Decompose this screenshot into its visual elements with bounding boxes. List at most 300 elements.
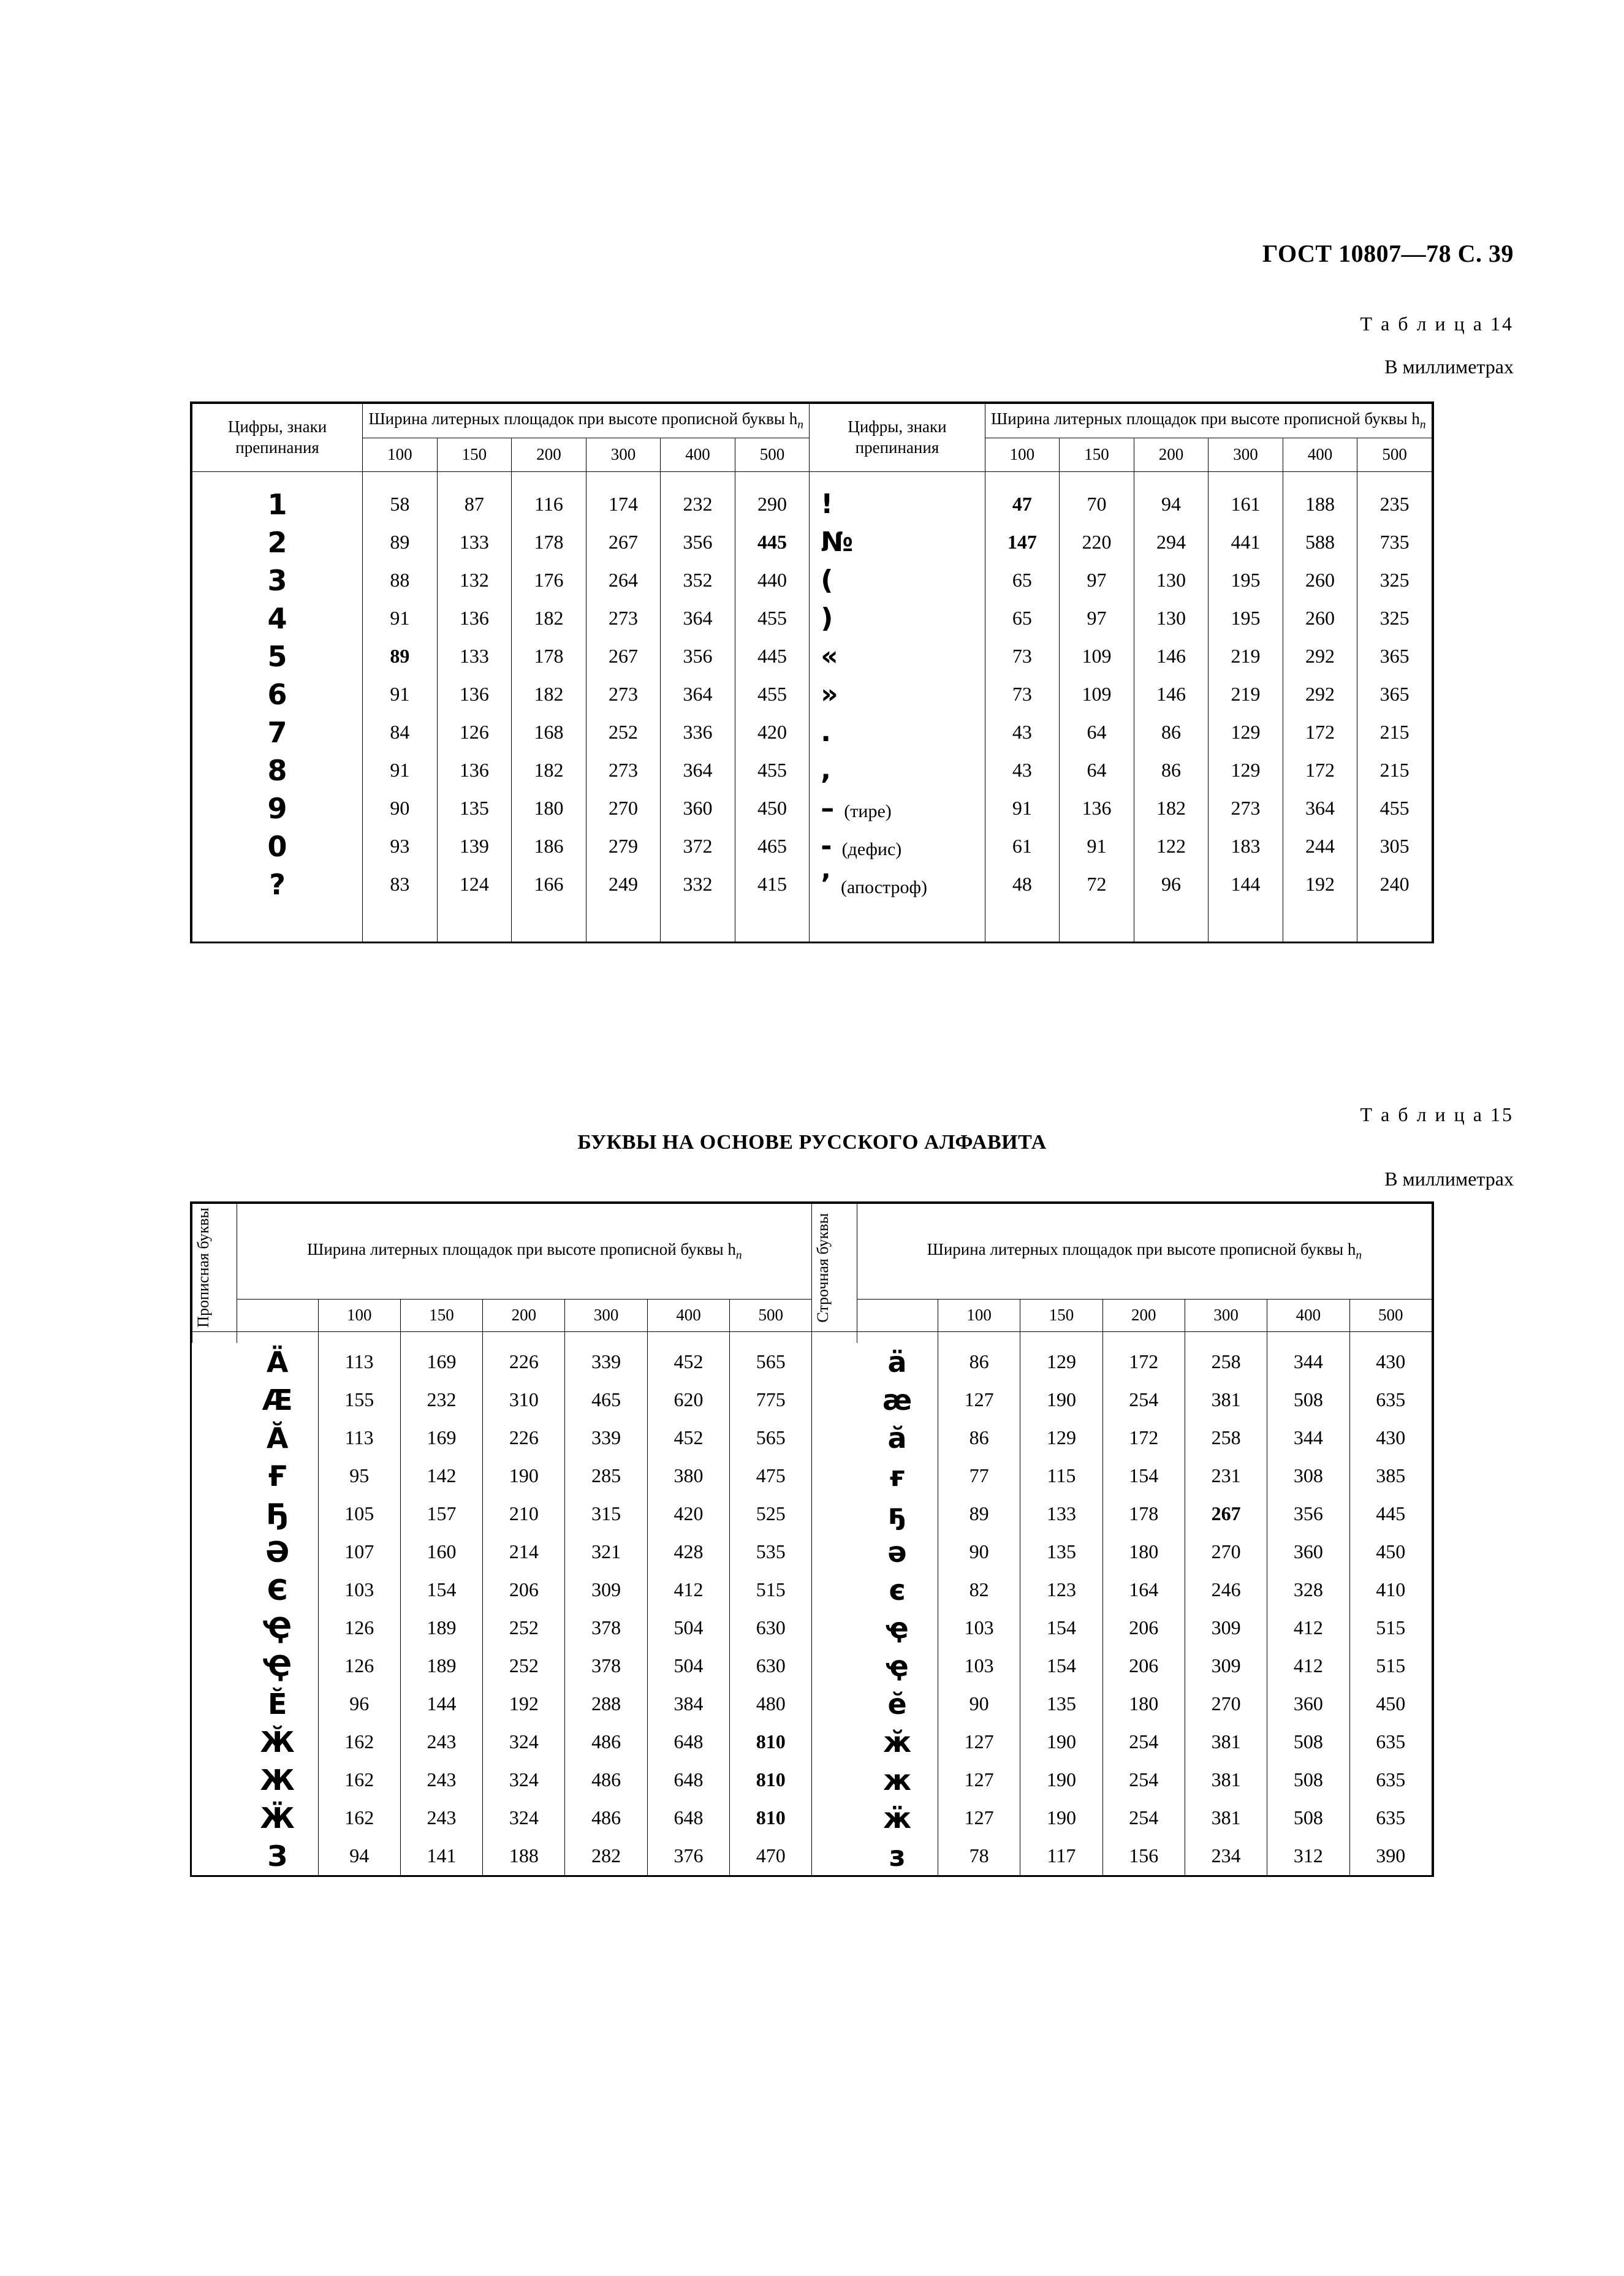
table14: [192, 403, 1432, 942]
table15-units: В миллиметрах: [1384, 1168, 1514, 1190]
table15-left-value: 189: [400, 1609, 482, 1647]
table-row: [192, 1343, 1432, 1381]
table-row: [192, 1533, 1432, 1571]
table14-left-symbol: 6: [192, 676, 363, 714]
table15-left-value: 470: [730, 1837, 812, 1875]
table14-right-value: 129: [1209, 752, 1283, 790]
table14-left-value: 264: [586, 561, 661, 599]
table15-left-value: 105: [318, 1495, 400, 1533]
table15-right-value: 127: [938, 1381, 1020, 1419]
table15-right-value: 231: [1185, 1457, 1267, 1495]
table15-left-value: 384: [647, 1685, 729, 1723]
table15-right-vertical-filler: [812, 1571, 857, 1609]
table14-right-group-header-label: Ширина литерных площадок при высоте прописной буквы h: [991, 409, 1420, 428]
table15-left-vertical-filler: [192, 1343, 237, 1381]
table15-right-value: 270: [1185, 1533, 1267, 1571]
table14-left-value: 126: [437, 714, 512, 752]
table14-left-value: 336: [661, 714, 735, 752]
table15-right-value: 254: [1102, 1723, 1185, 1761]
table15-right-symbol: ҕ: [857, 1495, 938, 1533]
table-row: [192, 752, 1432, 790]
table15-left-value: 155: [318, 1381, 400, 1419]
table15-left-value: 95: [318, 1457, 400, 1495]
table14-left-value: 168: [512, 714, 586, 752]
table15-size-col-100-left: 100: [318, 1299, 400, 1331]
table14-left-value: 450: [735, 790, 810, 828]
table15-right-value: 180: [1102, 1685, 1185, 1723]
table14-right-value: [1209, 904, 1283, 942]
table14-left-value: 279: [586, 828, 661, 866]
table14-left-value: 360: [661, 790, 735, 828]
table15-size-col-200-right: 200: [1102, 1299, 1185, 1331]
table15-right-symbol: з: [857, 1837, 938, 1875]
table14-left-value: 267: [586, 638, 661, 676]
table14-left-value: 364: [661, 752, 735, 790]
table14-left-value: 93: [363, 828, 438, 866]
table14-spacer-cell: [735, 471, 810, 485]
table15-left-vertical-filler: [192, 1571, 237, 1609]
table-row: [192, 1495, 1432, 1533]
table15-left-vertical-header: [192, 1204, 237, 1332]
table14-right-value: 43: [985, 714, 1060, 752]
table15-right-label-spacer: [857, 1299, 938, 1331]
table-row: [192, 523, 1432, 561]
table15-right-symbol: ж: [857, 1761, 938, 1799]
table14-right-value: 735: [1357, 523, 1432, 561]
table15-left-value: 486: [565, 1799, 647, 1837]
table14-head: [192, 404, 1432, 472]
table15-right-symbol: ӓ: [857, 1343, 938, 1381]
table15-left-value: 525: [730, 1495, 812, 1533]
table14-size-col-100-left: 100: [363, 438, 438, 471]
table15-spacer-cell: [812, 1331, 857, 1343]
table15-left-value: 126: [318, 1609, 400, 1647]
table15-right-value: 154: [1020, 1609, 1102, 1647]
table14-right-value: [1060, 904, 1134, 942]
table15-right-vertical-filler: [812, 1495, 857, 1533]
table14-right-value: 244: [1283, 828, 1357, 866]
table14-left-value: 270: [586, 790, 661, 828]
table15-right-value: 450: [1349, 1685, 1432, 1723]
table15-right-value: 309: [1185, 1609, 1267, 1647]
table-row: [192, 1609, 1432, 1647]
table-row: [192, 638, 1432, 676]
table15-right-value: 385: [1349, 1457, 1432, 1495]
table15-right-value: 254: [1102, 1381, 1185, 1419]
table15-right-value: 246: [1185, 1571, 1267, 1609]
table14-left-group-header-sub: п: [797, 418, 803, 432]
table15-left-value: 565: [730, 1419, 812, 1457]
table14-right-value: 144: [1209, 866, 1283, 904]
table15-size-col-500-right: 500: [1349, 1299, 1432, 1331]
table-row: [192, 904, 1432, 942]
table15-spacer-cell: [1349, 1331, 1432, 1343]
table14-left-value: [735, 904, 810, 942]
table14-left-value: 273: [586, 676, 661, 714]
table14-left-symbol: ?: [192, 866, 363, 904]
table15-left-value: 189: [400, 1647, 482, 1685]
table14-right-value: 215: [1357, 752, 1432, 790]
table15-left-value: 142: [400, 1457, 482, 1495]
table15-right-symbol: ӝ: [857, 1799, 938, 1837]
table14-left-value: 124: [437, 866, 512, 904]
table14-right-symbol: »: [810, 676, 985, 714]
table14-left-value: 290: [735, 485, 810, 523]
table15-right-vertical-header: [812, 1204, 857, 1332]
table14-right-value: 94: [1134, 485, 1209, 523]
table14-left-value: 91: [363, 599, 438, 638]
table15-left-value: 285: [565, 1457, 647, 1495]
table15-right-value: 90: [938, 1533, 1020, 1571]
table15-spacer-cell: [318, 1331, 400, 1343]
table15-right-value: 381: [1185, 1761, 1267, 1799]
table15-left-symbol: Ҕ: [237, 1495, 318, 1533]
table14-left-value: 136: [437, 752, 512, 790]
table14-left-value: 356: [661, 523, 735, 561]
table15-right-value: 129: [1020, 1343, 1102, 1381]
table14-right-row-header: [810, 404, 985, 472]
table15-left-value: 162: [318, 1799, 400, 1837]
table14-left-value: 186: [512, 828, 586, 866]
table15-right-symbol: ә: [857, 1533, 938, 1571]
table14-left-value: 132: [437, 561, 512, 599]
table14-right-group-header: [985, 404, 1432, 438]
table14-left-symbol: 2: [192, 523, 363, 561]
table15-spacer-cell: [1102, 1331, 1185, 1343]
table14-left-value: 455: [735, 752, 810, 790]
table14-right-value: 260: [1283, 561, 1357, 599]
table15-spacer-cell: [565, 1331, 647, 1343]
table14-left-value: 87: [437, 485, 512, 523]
table14-left-value: [661, 904, 735, 942]
table15-left-value: 321: [565, 1533, 647, 1571]
table14-left-value: 440: [735, 561, 810, 599]
table14-left-value: 182: [512, 676, 586, 714]
table14-left-symbol: 3: [192, 561, 363, 599]
table15-left-value: 324: [483, 1799, 565, 1837]
table15-left-value: 504: [647, 1647, 729, 1685]
table14-left-value: [512, 904, 586, 942]
table14-right-value: 292: [1283, 638, 1357, 676]
table14-right-value: 96: [1134, 866, 1209, 904]
table-row: [192, 561, 1432, 599]
table15-right-value: 515: [1349, 1609, 1432, 1647]
table15-right-value: 635: [1349, 1761, 1432, 1799]
table14-right-value: 91: [985, 790, 1060, 828]
table15-size-col-100-right: 100: [938, 1299, 1020, 1331]
table15-right-value: 267: [1185, 1495, 1267, 1533]
table14-right-value: 136: [1060, 790, 1134, 828]
table14-left-value: 273: [586, 752, 661, 790]
table15-right-vertical-filler: [812, 1685, 857, 1723]
table14-right-value: 146: [1134, 638, 1209, 676]
table14-left-value: 420: [735, 714, 810, 752]
table15-right-vertical-filler: [812, 1381, 857, 1419]
table15-left-symbol: Ӑ: [237, 1419, 318, 1457]
table14-left-symbol: 0: [192, 828, 363, 866]
table14-left-symbol: [192, 904, 363, 942]
table15-right-value: 206: [1102, 1609, 1185, 1647]
table14-left-value: 182: [512, 752, 586, 790]
table-row: [192, 1837, 1432, 1875]
table14-left-value: 364: [661, 676, 735, 714]
table14-left-value: 91: [363, 676, 438, 714]
table14-left-value: 267: [586, 523, 661, 561]
table14-size-col-400-right: 400: [1283, 438, 1357, 471]
table15-left-value: 141: [400, 1837, 482, 1875]
table15-right-vertical-filler: [812, 1723, 857, 1761]
table14-left-value: 252: [586, 714, 661, 752]
table15-right-symbol: ӂ: [857, 1723, 938, 1761]
table14-size-col-150-left: 150: [437, 438, 512, 471]
table14-spacer-cell: [192, 471, 363, 485]
table15-right-value: 127: [938, 1799, 1020, 1837]
table14-spacer-cell: [810, 471, 985, 485]
table14-size-col-100-right: 100: [985, 438, 1060, 471]
table14-right-value: 65: [985, 561, 1060, 599]
table14-right-value: 147: [985, 523, 1060, 561]
table-row: [192, 1799, 1432, 1837]
table-row: [192, 714, 1432, 752]
table-row: [192, 1723, 1432, 1761]
table15-right-value: 135: [1020, 1685, 1102, 1723]
table14-right-value: [1283, 904, 1357, 942]
table-row: [192, 790, 1432, 828]
table15-left-value: 214: [483, 1533, 565, 1571]
table14-left-value: 465: [735, 828, 810, 866]
table-row: [192, 1761, 1432, 1799]
table15-left-value: 630: [730, 1647, 812, 1685]
table15-right-value: 127: [938, 1723, 1020, 1761]
table14-left-value: 415: [735, 866, 810, 904]
table14-left-value: 273: [586, 599, 661, 638]
table15-section-title: БУКВЫ НА ОСНОВЕ РУССКОГО АЛФАВИТА: [577, 1131, 1047, 1154]
table15-left-value: 475: [730, 1457, 812, 1495]
table15-left-value: 154: [400, 1571, 482, 1609]
table15-left-value: 324: [483, 1723, 565, 1761]
table15-left-value: 310: [483, 1381, 565, 1419]
table14-left-value: 372: [661, 828, 735, 866]
table15-size-col-300-left: 300: [565, 1299, 647, 1331]
table14-right-value: 64: [1060, 714, 1134, 752]
table15-left-value: 565: [730, 1343, 812, 1381]
table15-right-symbol: ӗ: [857, 1685, 938, 1723]
table15-left-value: 103: [318, 1571, 400, 1609]
table14-left-value: 116: [512, 485, 586, 523]
table15-left-symbol: Ҿ: [237, 1609, 318, 1647]
table-row: [192, 1419, 1432, 1457]
table14-right-value: 441: [1209, 523, 1283, 561]
table-row: [192, 1457, 1432, 1495]
table15-left-vertical-header-label: Прописная буквы: [194, 1208, 212, 1328]
table15-left-value: 206: [483, 1571, 565, 1609]
table14-right-symbol: [810, 904, 985, 942]
table-row: [192, 828, 1432, 866]
table15-left-value: 252: [483, 1609, 565, 1647]
table15-left-value: 810: [730, 1761, 812, 1799]
table14-left-value: 90: [363, 790, 438, 828]
table14-right-value: 70: [1060, 485, 1134, 523]
table14-left-group-header-label: Ширина литерных площадок при высоте прописной буквы h: [368, 409, 798, 428]
table14-left-value: 84: [363, 714, 438, 752]
table15-right-value: 115: [1020, 1457, 1102, 1495]
table14-left-value: [437, 904, 512, 942]
table15-right-value: 82: [938, 1571, 1020, 1609]
table15-left-value: 324: [483, 1761, 565, 1799]
table15-right-value: 381: [1185, 1381, 1267, 1419]
table15-left-value: 378: [565, 1647, 647, 1685]
table15-left-value: 190: [483, 1457, 565, 1495]
table15-right-value: 156: [1102, 1837, 1185, 1875]
table15-left-vertical-filler: [192, 1533, 237, 1571]
table14-right-value: 109: [1060, 638, 1134, 676]
table14-right-value: 292: [1283, 676, 1357, 714]
table14-right-symbol: (: [810, 561, 985, 599]
table14-right-value: 183: [1209, 828, 1283, 866]
table15-left-value: 775: [730, 1381, 812, 1419]
table15-right-value: 178: [1102, 1495, 1185, 1533]
table15-right-value: 190: [1020, 1761, 1102, 1799]
table15-spacer-cell: [1185, 1331, 1267, 1343]
table14-right-value: 235: [1357, 485, 1432, 523]
table14-right-value: 325: [1357, 599, 1432, 638]
table15-left-vertical-filler: [192, 1837, 237, 1875]
table14-left-value: 166: [512, 866, 586, 904]
table-row: [192, 599, 1432, 638]
table15-right-symbol: ҿ: [857, 1609, 938, 1647]
table15-spacer-cell: [647, 1331, 729, 1343]
table14-right-symbol: !: [810, 485, 985, 523]
table14-right-value: 215: [1357, 714, 1432, 752]
table15-left-value: 648: [647, 1799, 729, 1837]
table15-right-value: 258: [1185, 1419, 1267, 1457]
table14-right-value: 73: [985, 676, 1060, 714]
table14-right-value: [1134, 904, 1209, 942]
table14-spacer-cell: [512, 471, 586, 485]
table15-right-value: 86: [938, 1343, 1020, 1381]
table14-left-symbol: 8: [192, 752, 363, 790]
table15-left-value: 162: [318, 1723, 400, 1761]
table15-spacer-row: [192, 1331, 1432, 1343]
table14-left-value: 352: [661, 561, 735, 599]
table14-left-value: 445: [735, 638, 810, 676]
table14-container: [190, 402, 1434, 943]
table15-left-value: 810: [730, 1723, 812, 1761]
table15-left-value: 452: [647, 1419, 729, 1457]
table15-right-vertical-header-label: Строчная буквы: [814, 1212, 832, 1323]
table15-left-value: 380: [647, 1457, 729, 1495]
table15-left-value: 515: [730, 1571, 812, 1609]
table14-left-value: 133: [437, 638, 512, 676]
table-row: [192, 1647, 1432, 1685]
table15-right-value: 360: [1267, 1685, 1349, 1723]
table14-left-symbol: 1: [192, 485, 363, 523]
table14-right-value: 364: [1283, 790, 1357, 828]
table14-right-row-header-label: Цифры, знаки препинания: [848, 417, 947, 457]
table14-right-value: 122: [1134, 828, 1209, 866]
table-row: [192, 676, 1432, 714]
table15-right-value: 190: [1020, 1723, 1102, 1761]
table14-left-value: 180: [512, 790, 586, 828]
table14-body: [192, 471, 1432, 942]
table15-right-vertical-filler: [812, 1343, 857, 1381]
table15-size-col-300-right: 300: [1185, 1299, 1267, 1331]
table14-spacer-cell: [437, 471, 512, 485]
table15-right-value: 360: [1267, 1533, 1349, 1571]
table-row: [192, 485, 1432, 523]
table14-right-value: 91: [1060, 828, 1134, 866]
table14-left-value: 455: [735, 599, 810, 638]
table15-right-vertical-filler: [812, 1457, 857, 1495]
table14-right-value: 220: [1060, 523, 1134, 561]
table15-left-vertical-filler: [192, 1799, 237, 1837]
table15-right-value: 172: [1102, 1419, 1185, 1457]
table14-right-value: 188: [1283, 485, 1357, 523]
table14-left-symbol: 4: [192, 599, 363, 638]
table15-left-symbol: З: [237, 1837, 318, 1875]
table14-right-value: 294: [1134, 523, 1209, 561]
table15-right-value: 445: [1349, 1495, 1432, 1533]
table-row: [192, 1571, 1432, 1609]
table15-right-symbol: ғ: [857, 1457, 938, 1495]
table14-right-value: 86: [1134, 752, 1209, 790]
table15-left-value: 126: [318, 1647, 400, 1685]
table15-left-group-header-label: Ширина литерных площадок при высоте прописной буквы h: [307, 1240, 736, 1258]
table-row: [192, 1685, 1432, 1723]
table14-right-value: 219: [1209, 638, 1283, 676]
table15-right-value: 103: [938, 1647, 1020, 1685]
table15-right-value: 344: [1267, 1343, 1349, 1381]
table15-left-value: 162: [318, 1761, 400, 1799]
table15-left-value: 226: [483, 1419, 565, 1457]
table15-right-value: 635: [1349, 1381, 1432, 1419]
table15-size-col-400-right: 400: [1267, 1299, 1349, 1331]
table15-right-value: 172: [1102, 1343, 1185, 1381]
table14-left-row-header-label: Цифры, знаки препинания: [227, 417, 327, 457]
table15-size-col-200-left: 200: [483, 1299, 565, 1331]
table14-right-value: 129: [1209, 714, 1283, 752]
table14-left-value: 174: [586, 485, 661, 523]
table15-left-value: 420: [647, 1495, 729, 1533]
table14-spacer-cell: [1209, 471, 1283, 485]
table15-left-vertical-filler: [192, 1419, 237, 1457]
table15-size-col-150-right: 150: [1020, 1299, 1102, 1331]
table14-right-value: 97: [1060, 561, 1134, 599]
table15-left-symbol: Ӂ: [237, 1723, 318, 1761]
table14-left-symbol: 7: [192, 714, 363, 752]
table15-left-value: 480: [730, 1685, 812, 1723]
table15-right-value: 206: [1102, 1647, 1185, 1685]
table15-right-value: 89: [938, 1495, 1020, 1533]
table15-right-value: 390: [1349, 1837, 1432, 1875]
table14-left-value: [586, 904, 661, 942]
table14-right-value: [1357, 904, 1432, 942]
table15-body: [192, 1331, 1432, 1875]
table15-left-value: 282: [565, 1837, 647, 1875]
table15-right-vertical-filler: [812, 1837, 857, 1875]
table14-size-col-500-right: 500: [1357, 438, 1432, 471]
table15-spacer-cell: [483, 1331, 565, 1343]
table15-left-value: 252: [483, 1647, 565, 1685]
table14-right-value: 325: [1357, 561, 1432, 599]
table14-left-value: 133: [437, 523, 512, 561]
table15-right-value: 135: [1020, 1533, 1102, 1571]
table15-right-vertical-filler: [812, 1761, 857, 1799]
table15-left-value: 412: [647, 1571, 729, 1609]
table15-right-value: 270: [1185, 1685, 1267, 1723]
table14-header-row-1: [192, 404, 1432, 438]
table15-left-value: 210: [483, 1495, 565, 1533]
